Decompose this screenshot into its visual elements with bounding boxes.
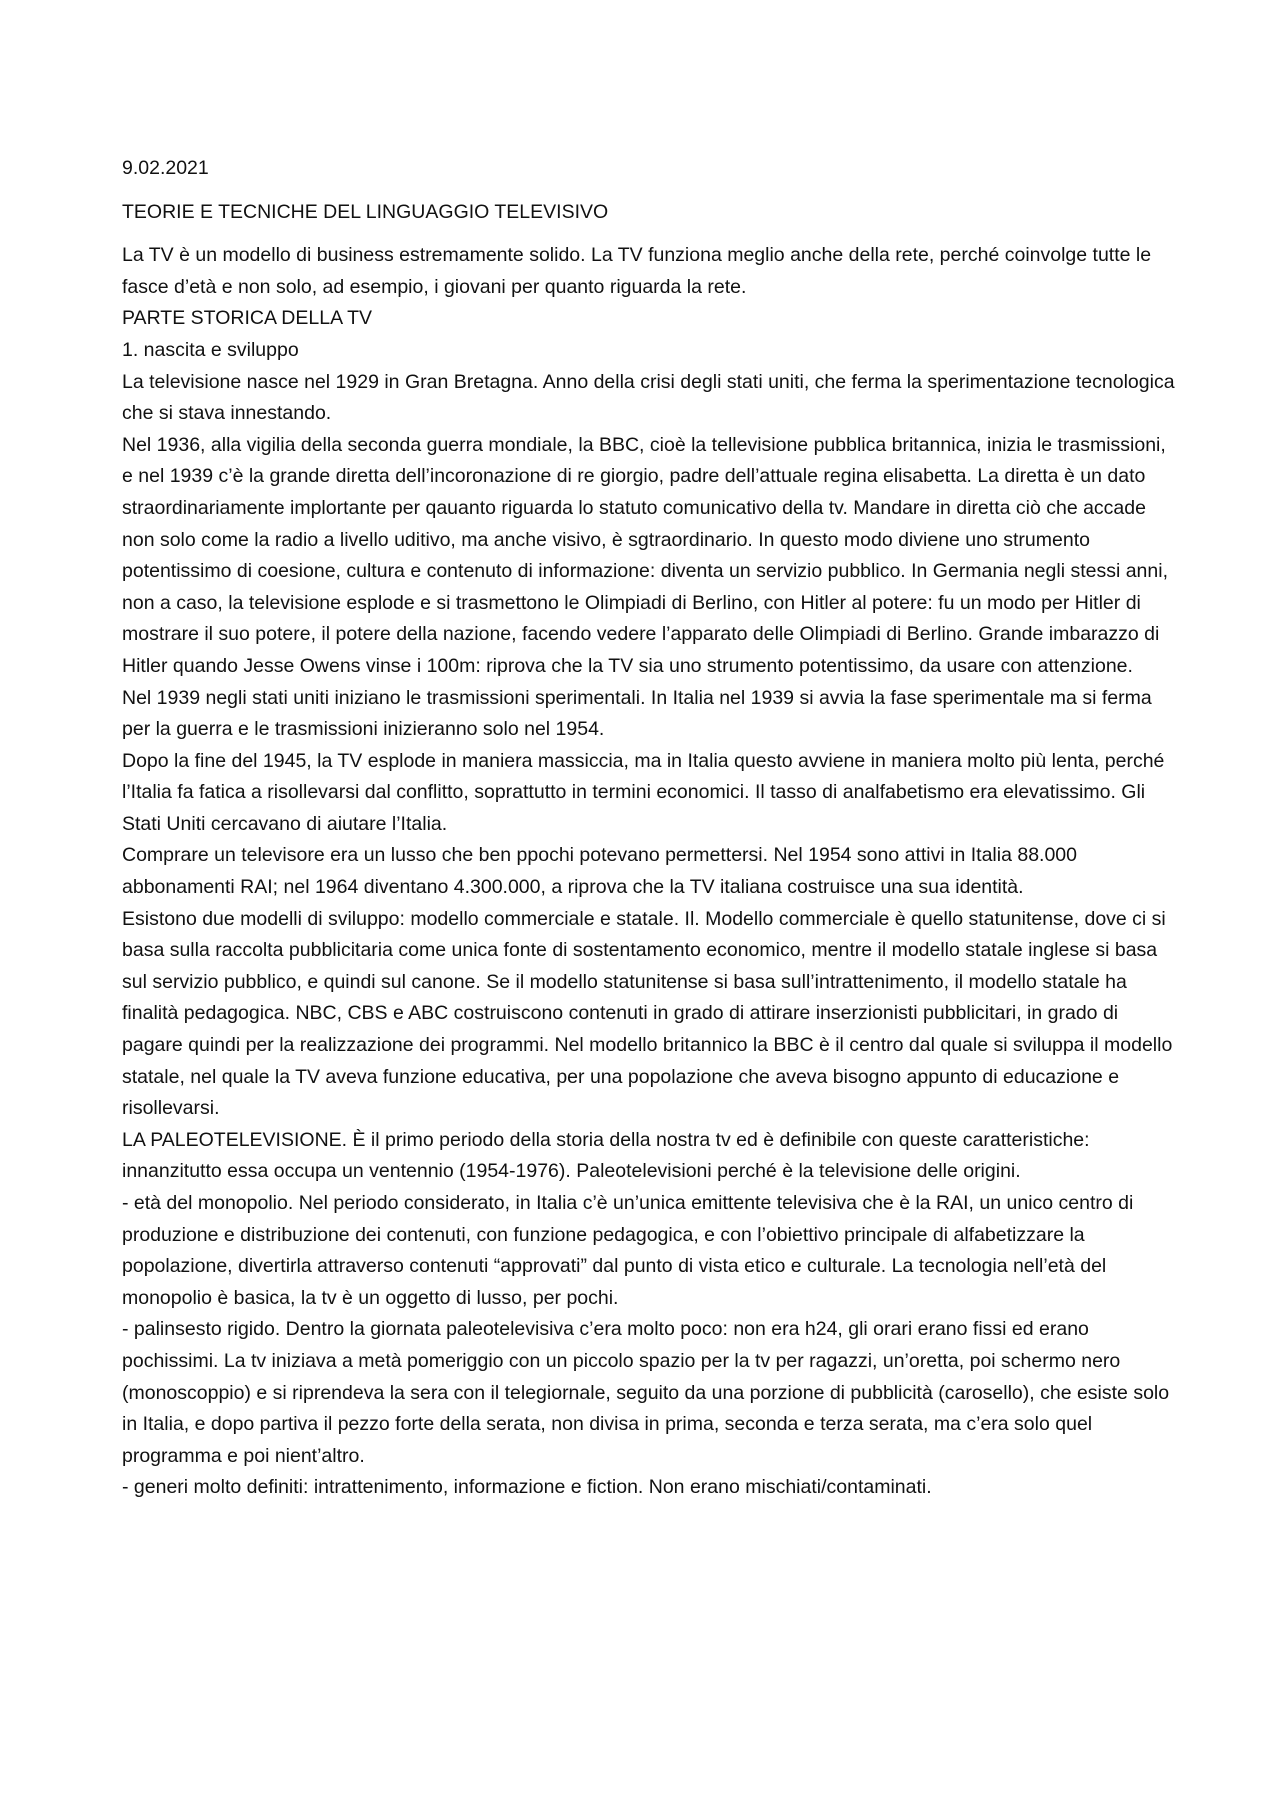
list-item-rigid-schedule: - palinsesto rigido. Dentro la giornata paleotelevisiva c’era molto poco: non era h24, gli orari erano fissi ed erano pochissimi. La tv iniziava a metà pomeriggio con un piccolo spazio per la tv per ragazzi, un’oretta, poi schermo nero (monoscoppio) e si riprendeva la sera con il telegiornale, seguito da una porzione di pubblicità (carosello), che esiste solo in Italia, e dopo partiva il pezzo forte della serata, non divisa in prima, seconda e terza serata, ma c’era solo quel programma e poi nient’altro. bbox=[122, 1318, 1170, 1467]
section-heading-history: PARTE STORICA DELLA TV bbox=[122, 307, 372, 330]
paragraph-intro: La TV è un modello di business estremamente solido. La TV funziona meglio anche della rete, perché coinvolge tutte le fasce d’età e non solo, ad esempio, i giovani per quanto riguarda la rete. bbox=[122, 244, 1152, 298]
subsection-heading-birth: 1. nascita e sviluppo bbox=[122, 338, 299, 361]
paragraph-development-models: Esistono due modelli di sviluppo: modello commerciale e statale. Il. Modello commerciale è quello statunitense, dove ci si basa sulla raccolta pubblicitaria come unica fonte di sostentamento economico, mentre il modello statale inglese si basa sul servizio pubblico, e quindi sul canone. Se il modello statunitense si basa sull’intrattenimento, il modello statale ha finalità pedagogica. NBC, CBS e ABC costruiscono contenuti in grado di attirare inserzionisti pubblicitari, in grado di pagare quindi per la realizzazione dei programmi. Nel modello britannico la BBC è il centro dal quale si sviluppa il modello statale, nel quale la TV aveva funzione educativa, per una popolazione che aveva bisogno appunto di educazione e risollevarsi. bbox=[122, 907, 1173, 1120]
document-date: 9.02.2021 bbox=[122, 157, 209, 179]
paragraph-postwar-1945: Dopo la fine del 1945, la TV esplode in maniera massiccia, ma in Italia questo avviene in maniera molto più lenta, perché l’Italia fa fatica a risollevarsi dal conflitto, soprattutto in termini economici. Il tasso di analfabetismo era elevatissimo. Gli Stati Uniti cercavano di aiutare l’Italia. bbox=[122, 749, 1165, 835]
document-body bbox=[122, 153, 1182, 1504]
paragraph-paleotelevision: LA PALEOTELEVISIONE. È il primo periodo della storia della nostra tv ed è definibile con queste caratteristiche: innanzitutto essa occupa un ventennio (1954-1976). Paleotelevisioni perché è la televisione delle origini. bbox=[122, 1128, 1090, 1183]
list-item-monopoly: - età del monopolio. Nel periodo considerato, in Italia c’è un’unica emittente televisiva che è la RAI, un unico centro di produzione e distribuzione dei contenuti, con funzione pedagogica, e con l’obiettivo principale di alfabetizzare la popolazione, divertirla attraverso contenuti “approvati” dal punto di vista etico e culturale. La tecnologia nell’età del monopolio è basica, la tv è un oggetto di lusso, per pochi. bbox=[122, 1192, 1134, 1309]
paragraph-bbc-1936: Nel 1936, alla vigilia della seconda guerra mondiale, la BBC, cioè la tellevisione pubblica britannica, inizia le trasmissioni, e nel 1939 c’è la grande diretta dell’incoronazione di re giorgio, padre dell’attuale regina elisabetta. La diretta è un dato straordinariamente implortante per qauanto riguarda lo statuto comunicativo della tv. Mandare in diretta ciò che accade non solo come la radio a livello uditivo, ma anche visivo, è sgtraordinario. In questo modo diviene uno strumento potentissimo di coesione, cultura e contenuto di informazione: diventa un servizio pubblico. In Germania negli stessi anni, non a caso, la televisione esplode e si trasmettono le Olimpiadi di Berlino, con Hitler al potere: fu un modo per Hitler di mostrare il suo potere, il potere della nazione, facendo vedere l’apparato delle Olimpiadi di Berlino. Grande imbarazzo di Hitler quando Jesse Owens vinse i 100m: riprova che la TV sia uno strumento potentissimo, da usare con attenzione. bbox=[122, 433, 1169, 677]
paragraph-subscriptions: Comprare un televisore era un lusso che ben ppochi potevano permettersi. Nel 1954 sono attivi in Italia 88.000 abbonamenti RAI; nel 1964 diventano 4.300.000, a riprova che la TV italiana costruisce una sua identità. bbox=[122, 844, 1077, 899]
document-title: TEORIE E TECNICHE DEL LINGUAGGIO TELEVISIVO bbox=[122, 200, 609, 223]
list-item-defined-genres: - generi molto definiti: intrattenimento, informazione e fiction. Non erano mischiati/contaminati. bbox=[122, 1476, 932, 1499]
paragraph-birth-1929: La televisione nasce nel 1929 in Gran Bretagna. Anno della crisi degli stati uniti, che ferma la sperimentazione tecnologica che si stava innestando. bbox=[122, 370, 1175, 425]
paragraph-usa-italy-1939: Nel 1939 negli stati uniti iniziano le trasmissioni sperimentali. In Italia nel 1939 si avvia la fase sperimentale ma si ferma per la guerra e le trasmissioni inizieranno solo nel 1954. bbox=[122, 686, 1152, 741]
